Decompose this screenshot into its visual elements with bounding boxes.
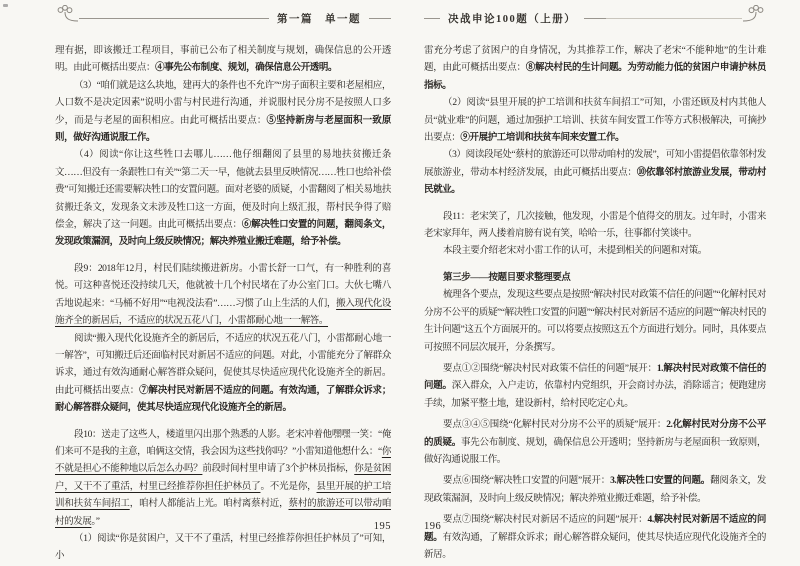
paragraph [424, 417, 766, 469]
key-point-text: ⑥解决牲口安置的问题，翻阅条文，发现政策漏洞，及时向上级反映情况；解决养殖业搬迁难题，给予补偿。 [55, 220, 391, 248]
body-text: 。” [91, 516, 100, 527]
section-title: 第一篇 单一题 [277, 13, 361, 25]
body-text: （1）阅读“你是贫困户，又干不了重活，村里已经推荐你担任护林员了”可知，小 [55, 533, 391, 562]
paragraph [424, 287, 766, 357]
body-text: （2）阅读“县里开展的护工培训和扶贫车间招工”可知，小雷还顾及村内其他人员“就业难”的问题，通过加强护工培训、扶贫车间安置工作等方式积极解决，可摘抄出要点： [424, 98, 766, 144]
key-point-text: 2.化解村民对分房不公平的质疑。 [424, 420, 767, 448]
right-page [424, 10, 766, 564]
head-rule [584, 18, 606, 19]
key-point-text: 3.解决牲口安置的问题。 [610, 476, 711, 487]
left-page-number: 195 [373, 521, 391, 532]
paragraph [55, 147, 391, 251]
underlined-text: 搬入现代化设施齐全的新居后，不适应的状况五花八门，小雷都耐心地一一解答。 [55, 298, 391, 327]
head-rule [369, 18, 391, 19]
body-text: 阅读“搬入现代化设施齐全的新居后，不适应的状况五花八门，小雷都耐心地一一解答”，可知搬迁后还面临村民对新居不适应的问题。对此，小雷能充分了解群众诉求，通过有效沟通耐心解答群众疑问，促使其尽快适应现代化设施齐全的新居。由此可概括出要点： [55, 333, 391, 396]
key-point-text: ⑤坚持新房与老屋面积一致原则，做好沟通说服工作。 [55, 115, 391, 144]
body-text: ，咱村人都能沾上光。咱村离蔡村近， [129, 499, 289, 510]
paragraph [55, 531, 391, 566]
body-text: 雷充分考虑了贫困户的自身情况，为其推荐工作，解决了老宋“不能种地”的生计难题，由此可概括出要点： [424, 46, 766, 74]
flourish-leaf-icon [742, 5, 766, 22]
underlined-text: 县里开展的护工培训和扶贫车间招工 [55, 481, 391, 510]
paragraph [55, 261, 391, 331]
right-page-body [424, 43, 766, 564]
key-point-text: ④事先公布制度、规划，确保信息公开透明。 [155, 63, 338, 74]
body-text: 梳理各个要点，发现这些要点是按照“解决村民对政策不信任的问题”“化解村民对分房不公平的质疑”“解决牲口安置的问题”“解决村民对新居不适应的问题”“解决村民的生计问题”这五个方面展开的。可以将要点按照这五个方面进行划分。同时，具体要点可按照不同层次展开，分条撰写。 [424, 290, 766, 353]
body-text: 要点①②围绕“解决村民对政策不信任的问题”展开： [443, 363, 657, 374]
paragraph [424, 512, 766, 564]
paragraph [424, 209, 766, 244]
head-rule [606, 18, 742, 19]
body-text: （4）阅读“你让这些牲口去哪儿……他仔细翻阅了县里的易地扶贫搬迁条文……但没有一条跟牲口有关”“第二天一早，他就去县里反映情况……牲口也给补偿费”可知搬迁还需要解决牲口的安置问题。面对老婆的质疑，小雷翻阅了相关易地扶贫搬迁条文，发现条文未涉及牲口这一方面，便及时向上级汇报，帮村民争得了赔偿金，解决了这一问题。由此可概括出要点： [55, 150, 391, 231]
body-text: 。不光是你， [260, 481, 317, 492]
body-text: 翻阅条文，发现政策漏洞，及时向上级反映情况；解决养殖业搬迁难题，给予补偿。 [424, 476, 767, 504]
scan-artifact [3, 4, 8, 7]
body-text: （3）阅读段尾处“蔡村的旅游还可以带动咱村的发展”，可知小雷提倡依靠邻村发展旅游业，带动本村经济发展，由此可概括出要点： [424, 150, 766, 178]
right-running-head [424, 10, 766, 26]
head-rule [79, 18, 269, 19]
body-text: 第三步——按题目要求整理要点 [443, 272, 571, 283]
key-point-text: ⑦解决村民对新居不适应的问题。有效沟通，了解群众诉求；耐心解答群众疑问，使其尽快适应现代化设施齐全的新居。 [55, 385, 391, 414]
paragraph [424, 473, 766, 508]
body-text: 本段主要介绍老宋对小雷工作的认可，未提到相关的问题和对策。 [443, 246, 707, 257]
left-page [55, 10, 391, 566]
underlined-text: 你不就是担心不能种地以后怎么办吗？ [55, 446, 391, 475]
body-text: 有效沟通，了解群众诉求；耐心解答群众疑问，使其尽快适应现代化设施齐全的新居。 [424, 532, 766, 560]
body-text: 理有据，即该搬迁工程项目，事前已公布了相关制度与规划，确保信息的公开透明。由此可概括出要点： [55, 46, 391, 74]
body-text: 段10：送走了这些人，楼道里闪出那个熟悉的人影。老宋冲着他嘿嘿一笑：“俺们来可不是我的主意，咱俩这交情，我会因为这些找你吗？”小雷知道他想什么：“ [55, 429, 391, 457]
paragraph [424, 243, 766, 260]
paragraph [424, 270, 766, 287]
key-point-text: ⑧解决村民的生计问题。为劳动能力低的贫困户申请护林员指标。 [424, 63, 766, 91]
left-running-head [55, 10, 391, 26]
paragraph [424, 147, 766, 199]
body-text: （3）“咱们就是这么块地，建再大的条件也不允许”“房子面积主要和老屋相应，人口数不是决定因素”说明小雷与村民进行沟通，并说服村民分房不是按照人口多少，而是与老屋的面积相应。由此可概括出要点： [55, 80, 391, 126]
key-point-text: 1.解决村民对政策不信任的问题。 [424, 363, 766, 392]
head-rule [424, 18, 440, 19]
body-text: 要点⑥围绕“解决牲口安置的问题”展开： [443, 476, 611, 487]
body-text: 段11：老宋笑了，几次接触，他发现，小雷是个值得交的朋友。过年时，小雷来老宋家拜年，两人搂着肩膀有说有笑，哈哈一乐，往事都付笑谈中。 [424, 211, 766, 240]
underlined-text: 蔡村的旅游还可以带动咱村的发展 [55, 499, 391, 527]
paragraph [55, 43, 391, 78]
body-text: 前段时间村里申请了3个护林员指标， [202, 464, 355, 475]
body-text: 事先公布制度、规划，确保信息公开透明；坚持新房与老屋面积一致原则，做好沟通说服工作。 [424, 437, 766, 465]
book-title: 决战申论100题（上册） [448, 13, 577, 25]
paragraph [424, 361, 766, 413]
body-text: 要点⑦围绕“解决村民对新居不适应的问题”展开： [443, 515, 648, 526]
body-text: 段9：2018年12月，村民们陆续搬进新房。小雷长舒一口气，有一种胜利的喜悦。可这种喜悦还没持续几天，他就被十几个村民堵在了办公室门口。大伙七嘴八舌地说起来：“马桶不好用”“电视没法看”……习惯了山上生活的人们， [55, 263, 391, 309]
underlined-text: 你是贫困户，又干不了重活，村里已经推荐你担任护林员了 [55, 464, 392, 492]
paragraph [424, 43, 766, 95]
paragraph [55, 78, 391, 148]
body-text: 要点③④⑤围绕“化解村民对分房不公平的质疑”展开： [443, 420, 667, 431]
paragraph [55, 331, 391, 418]
right-page-number: 196 [424, 521, 442, 532]
flourish-leaf-icon [55, 5, 79, 22]
left-page-body [55, 43, 391, 566]
paragraph [424, 95, 766, 147]
key-point-text: ⑨开展护工培训和扶贫车间来安置工作。 [460, 133, 625, 144]
body-text: 深入群众，入户走访，依靠村内党组织，开会商讨办法，消除谣言；便跑建房手续，加紧平整土地，建设新村，给村民吃定心丸。 [424, 381, 766, 409]
key-point-text: 4.解决村民对新居不适应的问题。 [424, 515, 767, 543]
paragraph [55, 427, 391, 531]
key-point-text: ⑩依靠邻村旅游业发展，带动村民就业。 [424, 167, 766, 196]
